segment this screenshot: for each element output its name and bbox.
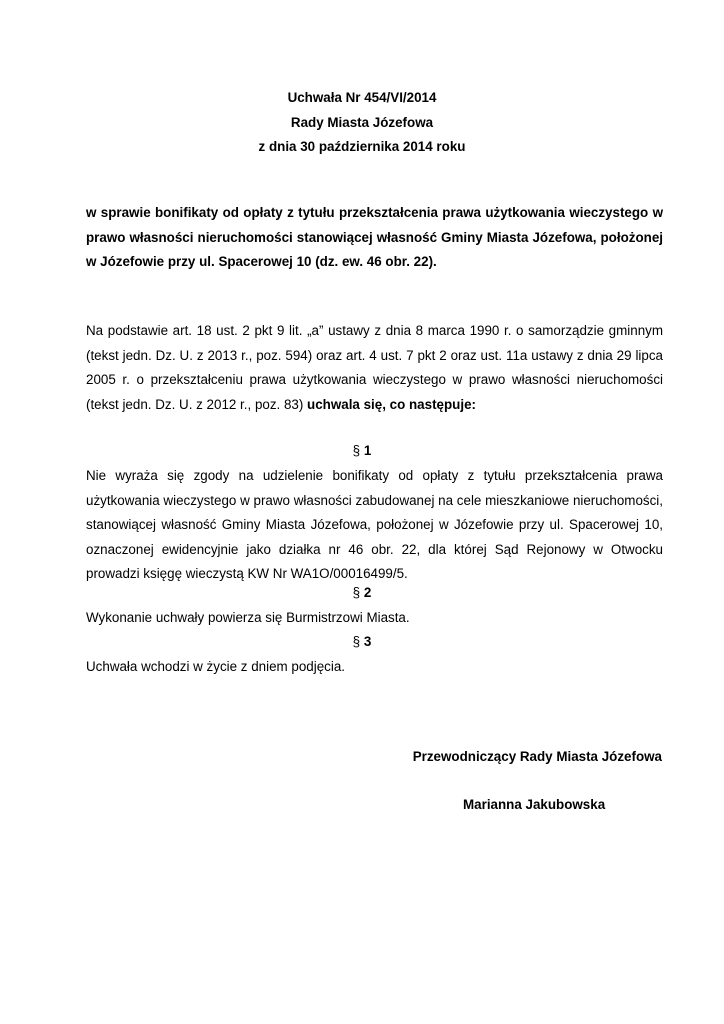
resolution-date: z dnia 30 października 2014 roku xyxy=(258,139,466,154)
legal-basis-text: Na podstawie art. 18 ust. 2 pkt 9 lit. „a” ustawy z dnia 8 marca 1990 r. o samorządzie gminnym (tekst jedn. Dz. U. z 2013 r., poz. 594) oraz art. 4 ust. 7 pkt 2 oraz ust. 11a ustawy z dnia 29 lipca 2005 r. o przekształceniu prawa użytkowania wieczystego w prawo własności nieruchomości (tekst jedn. Dz. U. z 2012 r., poz. 83) xyxy=(86,323,663,412)
section-sign: § xyxy=(352,443,361,458)
council-name: Rady Miasta Józefowa xyxy=(290,114,434,130)
section-sign: § xyxy=(352,634,361,649)
resolution-number: Uchwała Nr 454/VI/2014 xyxy=(287,90,437,105)
paragraph-number: 1 xyxy=(363,443,372,458)
paragraph-1-text: Nie wyraża się zgody na udzielenie bonifikaty od opłaty z tytułu przekształcenia prawa użytkowania wieczystego w prawo własności zabudowanej na cele mieszkaniowe nieruchomości, stanowiącej własność Gminy Miasta Józefowa, położonej w Józefowie przy ul. Spacerowej 10, oznaczonej ewidencyjnie jako działka nr 46 obr. 22, dla której Sąd Rejonowy w Otwocku prowadzi księgę wieczystą KW Nr WA1O/00016499/5. xyxy=(86,468,663,581)
paragraph-1-heading xyxy=(0,441,724,461)
paragraph-number: 3 xyxy=(363,634,372,649)
paragraph-3-text: Uchwała wchodzi w życie z dniem podjęcia. xyxy=(86,659,345,674)
paragraph-number: 2 xyxy=(363,585,372,600)
legal-basis-decision: uchwala się, co następuje: xyxy=(307,396,476,412)
section-sign: § xyxy=(352,585,361,600)
legal-basis xyxy=(86,319,663,417)
resolution-subject: w sprawie bonifikaty od opłaty z tytułu przekształcenia prawa użytkowania wieczystego w prawo własności nieruchomości stanowiącej własność Gminy Miasta Józefowa, położonej w Józefowie przy ul. Spacerowej 10 (dz. ew. 46 obr. 22). xyxy=(86,205,663,269)
paragraph-2-heading xyxy=(0,583,724,603)
paragraph-3-heading xyxy=(0,632,724,652)
resolution-header xyxy=(0,86,724,160)
paragraph-2-text: Wykonanie uchwały powierza się Burmistrzowi Miasta. xyxy=(86,610,410,625)
signatory-name: Marianna Jakubowska xyxy=(463,797,606,812)
signatory-role: Przewodniczący Rady Miasta Józefowa xyxy=(412,749,662,764)
